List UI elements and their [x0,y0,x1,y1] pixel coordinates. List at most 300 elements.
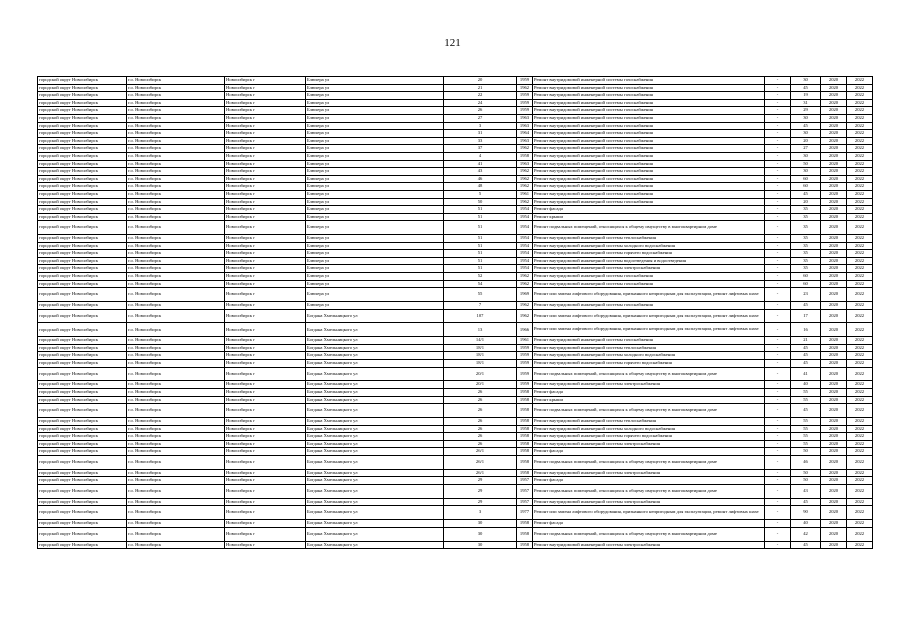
cell-year-to: 2022 [847,381,873,389]
cell-value: 90 [791,506,821,520]
cell-year-from: 2020 [821,107,847,115]
cell-street: Богдана Хмельницкого ул [306,498,444,506]
table-row [38,175,873,183]
cell-build-year: 1962 [517,198,533,206]
cell-value: 35 [791,265,821,273]
table-row [38,527,873,541]
cell-work-type: Ремонт внутридомовой инженерной системы холодного водоснабжения [533,425,765,433]
cell-value: 19 [791,92,821,100]
cell-work-type: Ремонт подвальных помещений, относящихся к общему имуществу в многоквартирном доме [533,367,765,381]
cell-municipal-district: городской округ Новосибирск [38,190,127,198]
cell-city: Новосибирск г [225,337,306,345]
cell-value: 17 [791,309,821,323]
cell-build-year: 1962 [517,273,533,281]
cell-city: Новосибирск г [225,77,306,85]
cell-work-type: Ремонт фасада [533,388,765,396]
cell-street: Богдана Хмельницкого ул [306,448,444,456]
cell-value: 30 [791,77,821,85]
cell-settlement: г.о. Новосибирск [127,309,225,323]
cell-year-from: 2020 [821,280,847,288]
cell-dash: - [765,137,791,145]
cell-street: Богдана Хмельницкого ул [306,381,444,389]
cell-house-number: 20/1 [444,367,517,381]
table-row [38,257,873,265]
cell-year-from: 2020 [821,484,847,498]
table-row [38,122,873,130]
cell-city: Новосибирск г [225,235,306,243]
table-row [38,337,873,345]
cell-house-number: 31 [444,130,517,138]
cell-year-to: 2022 [847,302,873,310]
cell-municipal-district: городской округ Новосибирск [38,506,127,520]
cell-year-to: 2022 [847,198,873,206]
cell-settlement: г.о. Новосибирск [127,448,225,456]
cell-value: 55 [791,388,821,396]
cell-settlement: г.о. Новосибирск [127,302,225,310]
cell-work-type: Ремонт внутридомовой инженерной системы газоснабжения [533,175,765,183]
cell-municipal-district: городской округ Новосибирск [38,107,127,115]
table-row [38,77,873,85]
cell-municipal-district: городской округ Новосибирск [38,309,127,323]
cell-dash: - [765,206,791,214]
repair-program-table [37,76,873,549]
cell-value: 45 [791,404,821,418]
table-row [38,280,873,288]
cell-year-from: 2020 [821,469,847,477]
cell-street: Блюхера ул [306,137,444,145]
cell-city: Новосибирск г [225,250,306,258]
cell-settlement: г.о. Новосибирск [127,280,225,288]
cell-year-to: 2022 [847,257,873,265]
cell-build-year: 1954 [517,235,533,243]
cell-house-number: 26/1 [444,455,517,469]
cell-city: Новосибирск г [225,137,306,145]
cell-street: Богдана Хмельницкого ул [306,440,444,448]
cell-municipal-district: городской округ Новосибирск [38,257,127,265]
cell-work-type: Ремонт фасада [533,206,765,214]
cell-work-type: Ремонт или замена лифтового оборудования, признанного непригодным для эксплуатации, ремонт лифтовых шахт [533,506,765,520]
cell-year-to: 2022 [847,337,873,345]
cell-year-from: 2020 [821,175,847,183]
cell-municipal-district: городской округ Новосибирск [38,367,127,381]
cell-year-to: 2022 [847,250,873,258]
cell-city: Новосибирск г [225,145,306,153]
cell-settlement: г.о. Новосибирск [127,190,225,198]
cell-work-type: Ремонт или замена лифтового оборудования, признанного непригодным для эксплуатации, ремонт лифтовых шахт [533,288,765,302]
cell-year-to: 2022 [847,183,873,191]
cell-year-to: 2022 [847,520,873,528]
cell-dash: - [765,448,791,456]
cell-street: Блюхера ул [306,235,444,243]
cell-city: Новосибирск г [225,396,306,404]
cell-work-type: Ремонт внутридомовой инженерной системы горячего водоснабжения [533,433,765,441]
table-row [38,484,873,498]
cell-house-number: 4 [444,152,517,160]
cell-street: Блюхера ул [306,213,444,221]
cell-municipal-district: городской округ Новосибирск [38,344,127,352]
cell-settlement: г.о. Новосибирск [127,99,225,107]
cell-build-year: 1958 [517,417,533,425]
cell-city: Новосибирск г [225,280,306,288]
table-row [38,381,873,389]
cell-value: 30 [791,114,821,122]
cell-street: Блюхера ул [306,183,444,191]
cell-dash: - [765,190,791,198]
cell-work-type: Ремонт фасада [533,477,765,485]
cell-value: 16 [791,323,821,337]
cell-work-type: Ремонт внутридомовой инженерной системы газоснабжения [533,198,765,206]
table-row [38,520,873,528]
cell-value: 35 [791,221,821,235]
cell-value: 45 [791,498,821,506]
cell-house-number: 18/1 [444,360,517,368]
cell-build-year: 1959 [517,367,533,381]
cell-year-from: 2020 [821,396,847,404]
table-row [38,288,873,302]
cell-municipal-district: городской округ Новосибирск [38,396,127,404]
cell-dash: - [765,221,791,235]
cell-city: Новосибирск г [225,367,306,381]
table-row [38,388,873,396]
cell-municipal-district: городской округ Новосибирск [38,337,127,345]
cell-dash: - [765,520,791,528]
cell-work-type: Ремонт внутридомовой инженерной системы газоснабжения [533,99,765,107]
table-row [38,183,873,191]
cell-value: 20 [791,137,821,145]
cell-year-from: 2020 [821,242,847,250]
cell-dash: - [765,484,791,498]
cell-build-year: 1958 [517,433,533,441]
cell-house-number: 20 [444,77,517,85]
cell-work-type: Ремонт внутридомовой инженерной системы холодного водоснабжения [533,242,765,250]
table-row [38,265,873,273]
cell-settlement: г.о. Новосибирск [127,77,225,85]
cell-year-from: 2020 [821,92,847,100]
cell-municipal-district: городской округ Новосибирск [38,404,127,418]
cell-city: Новосибирск г [225,440,306,448]
cell-build-year: 1954 [517,265,533,273]
cell-work-type: Ремонт внутридомовой инженерной системы газоснабжения [533,145,765,153]
cell-build-year: 1959 [517,360,533,368]
table-row [38,417,873,425]
cell-house-number: 18/1 [444,352,517,360]
cell-settlement: г.о. Новосибирск [127,344,225,352]
cell-settlement: г.о. Новосибирск [127,107,225,115]
table-row [38,498,873,506]
cell-dash: - [765,344,791,352]
cell-value: 29 [791,107,821,115]
cell-municipal-district: городской округ Новосибирск [38,160,127,168]
table-row [38,92,873,100]
cell-build-year: 1958 [517,527,533,541]
table-row [38,352,873,360]
cell-work-type: Ремонт внутридомовой инженерной системы газоснабжения [533,190,765,198]
cell-house-number: 30 [444,527,517,541]
cell-street: Блюхера ул [306,99,444,107]
cell-settlement: г.о. Новосибирск [127,213,225,221]
cell-settlement: г.о. Новосибирск [127,257,225,265]
cell-dash: - [765,477,791,485]
page-number: 121 [444,37,461,49]
cell-value: 55 [791,440,821,448]
cell-year-to: 2022 [847,235,873,243]
cell-city: Новосибирск г [225,160,306,168]
cell-value: 42 [791,527,821,541]
cell-settlement: г.о. Новосибирск [127,404,225,418]
cell-year-to: 2022 [847,433,873,441]
table-row [38,506,873,520]
cell-value: 35 [791,257,821,265]
cell-year-from: 2020 [821,84,847,92]
cell-house-number: 3 [444,122,517,130]
cell-year-to: 2022 [847,396,873,404]
cell-house-number: 43 [444,168,517,176]
cell-year-from: 2020 [821,425,847,433]
cell-value: 23 [791,288,821,302]
cell-settlement: г.о. Новосибирск [127,498,225,506]
cell-dash: - [765,250,791,258]
cell-municipal-district: городской округ Новосибирск [38,242,127,250]
cell-municipal-district: городской округ Новосибирск [38,448,127,456]
cell-year-from: 2020 [821,152,847,160]
cell-year-to: 2022 [847,404,873,418]
cell-value: 45 [791,360,821,368]
cell-settlement: г.о. Новосибирск [127,527,225,541]
table-row [38,344,873,352]
cell-dash: - [765,541,791,549]
cell-build-year: 1958 [517,448,533,456]
cell-street: Блюхера ул [306,114,444,122]
cell-year-to: 2022 [847,367,873,381]
cell-year-to: 2022 [847,425,873,433]
cell-municipal-district: городской округ Новосибирск [38,360,127,368]
cell-dash: - [765,360,791,368]
cell-dash: - [765,388,791,396]
cell-settlement: г.о. Новосибирск [127,114,225,122]
cell-year-to: 2022 [847,448,873,456]
cell-house-number: 18/1 [444,344,517,352]
cell-city: Новосибирск г [225,175,306,183]
cell-value: 35 [791,250,821,258]
cell-street: Блюхера ул [306,250,444,258]
cell-city: Новосибирск г [225,455,306,469]
cell-municipal-district: городской округ Новосибирск [38,235,127,243]
cell-city: Новосибирск г [225,433,306,441]
table-row [38,235,873,243]
cell-year-to: 2022 [847,77,873,85]
cell-settlement: г.о. Новосибирск [127,122,225,130]
table-row [38,114,873,122]
cell-year-to: 2022 [847,417,873,425]
cell-year-to: 2022 [847,344,873,352]
cell-settlement: г.о. Новосибирск [127,175,225,183]
table-row [38,404,873,418]
cell-year-from: 2020 [821,440,847,448]
cell-build-year: 1958 [517,425,533,433]
cell-house-number: 52 [444,273,517,281]
cell-year-to: 2022 [847,469,873,477]
cell-city: Новосибирск г [225,323,306,337]
cell-year-from: 2020 [821,404,847,418]
cell-dash: - [765,122,791,130]
cell-value: 31 [791,99,821,107]
cell-year-to: 2022 [847,168,873,176]
cell-settlement: г.о. Новосибирск [127,160,225,168]
cell-dash: - [765,175,791,183]
cell-build-year: 1958 [517,404,533,418]
cell-build-year: 1959 [517,352,533,360]
cell-city: Новосибирск г [225,242,306,250]
cell-year-to: 2022 [847,273,873,281]
cell-settlement: г.о. Новосибирск [127,323,225,337]
cell-city: Новосибирск г [225,130,306,138]
table-row [38,198,873,206]
cell-street: Богдана Хмельницкого ул [306,541,444,549]
cell-year-from: 2020 [821,417,847,425]
cell-year-to: 2022 [847,323,873,337]
cell-street: Блюхера ул [306,206,444,214]
table-row [38,99,873,107]
cell-value: 50 [791,160,821,168]
cell-dash: - [765,235,791,243]
cell-street: Богдана Хмельницкого ул [306,352,444,360]
cell-dash: - [765,273,791,281]
cell-work-type: Ремонт внутридомовой инженерной системы газоснабжения [533,160,765,168]
cell-work-type: Ремонт фасада [533,448,765,456]
cell-settlement: г.о. Новосибирск [127,440,225,448]
cell-year-to: 2022 [847,145,873,153]
cell-house-number: 54 [444,280,517,288]
cell-build-year: 1961 [517,190,533,198]
cell-dash: - [765,323,791,337]
cell-work-type: Ремонт внутридомовой инженерной системы газоснабжения [533,337,765,345]
cell-year-to: 2022 [847,477,873,485]
table-row [38,455,873,469]
cell-dash: - [765,213,791,221]
cell-year-to: 2022 [847,265,873,273]
cell-city: Новосибирск г [225,257,306,265]
cell-value: 60 [791,175,821,183]
cell-house-number: 26/1 [444,448,517,456]
cell-year-from: 2020 [821,477,847,485]
cell-street: Блюхера ул [306,280,444,288]
cell-settlement: г.о. Новосибирск [127,455,225,469]
cell-municipal-district: городской округ Новосибирск [38,221,127,235]
cell-build-year: 1954 [517,206,533,214]
cell-street: Богдана Хмельницкого ул [306,455,444,469]
cell-house-number: 51 [444,242,517,250]
cell-street: Блюхера ул [306,92,444,100]
cell-house-number: 21 [444,84,517,92]
cell-work-type: Ремонт внутридомовой инженерной системы газоснабжения [533,122,765,130]
cell-build-year: 1954 [517,213,533,221]
cell-build-year: 1962 [517,175,533,183]
cell-work-type: Ремонт подвальных помещений, относящихся к общему имуществу в многоквартирном доме [533,221,765,235]
cell-municipal-district: городской округ Новосибирск [38,152,127,160]
cell-house-number: 26 [444,388,517,396]
table-row [38,152,873,160]
cell-street: Блюхера ул [306,242,444,250]
cell-dash: - [765,257,791,265]
cell-year-from: 2020 [821,273,847,281]
cell-municipal-district: городской округ Новосибирск [38,469,127,477]
cell-street: Богдана Хмельницкого ул [306,388,444,396]
cell-year-to: 2022 [847,242,873,250]
cell-year-from: 2020 [821,235,847,243]
table-row [38,206,873,214]
cell-settlement: г.о. Новосибирск [127,396,225,404]
cell-municipal-district: городской округ Новосибирск [38,280,127,288]
cell-build-year: 1962 [517,309,533,323]
cell-city: Новосибирск г [225,213,306,221]
cell-settlement: г.о. Новосибирск [127,388,225,396]
cell-street: Богдана Хмельницкого ул [306,520,444,528]
cell-year-from: 2020 [821,190,847,198]
cell-dash: - [765,455,791,469]
cell-build-year: 1954 [517,250,533,258]
cell-year-from: 2020 [821,265,847,273]
cell-street: Богдана Хмельницкого ул [306,404,444,418]
cell-value: 30 [791,168,821,176]
cell-municipal-district: городской округ Новосибирск [38,527,127,541]
cell-municipal-district: городской округ Новосибирск [38,381,127,389]
cell-city: Новосибирск г [225,198,306,206]
table-row [38,367,873,381]
cell-settlement: г.о. Новосибирск [127,360,225,368]
cell-house-number: 51 [444,206,517,214]
cell-year-from: 2020 [821,198,847,206]
table-row [38,396,873,404]
cell-house-number: 51 [444,221,517,235]
cell-settlement: г.о. Новосибирск [127,506,225,520]
cell-municipal-district: городской округ Новосибирск [38,302,127,310]
table-row [38,250,873,258]
cell-dash: - [765,183,791,191]
cell-city: Новосибирск г [225,183,306,191]
cell-build-year: 1964 [517,130,533,138]
cell-dash: - [765,396,791,404]
cell-year-from: 2020 [821,114,847,122]
cell-build-year: 1963 [517,122,533,130]
cell-house-number: 30 [444,541,517,549]
cell-build-year: 1958 [517,520,533,528]
cell-year-from: 2020 [821,367,847,381]
table-row [38,309,873,323]
cell-house-number: 26/1 [444,469,517,477]
cell-municipal-district: городской округ Новосибирск [38,250,127,258]
cell-year-to: 2022 [847,541,873,549]
cell-dash: - [765,84,791,92]
cell-value: 60 [791,273,821,281]
cell-year-from: 2020 [821,221,847,235]
cell-build-year: 1954 [517,221,533,235]
cell-municipal-district: городской округ Новосибирск [38,198,127,206]
cell-build-year: 1963 [517,160,533,168]
cell-street: Богдана Хмельницкого ул [306,367,444,381]
cell-build-year: 1962 [517,183,533,191]
cell-dash: - [765,168,791,176]
cell-house-number: 51 [444,235,517,243]
cell-value: 45 [791,302,821,310]
cell-value: 21 [791,337,821,345]
cell-build-year: 1962 [517,280,533,288]
cell-year-to: 2022 [847,498,873,506]
cell-build-year: 1958 [517,541,533,549]
cell-city: Новосибирск г [225,360,306,368]
table-row [38,433,873,441]
cell-settlement: г.о. Новосибирск [127,84,225,92]
cell-city: Новосибирск г [225,469,306,477]
